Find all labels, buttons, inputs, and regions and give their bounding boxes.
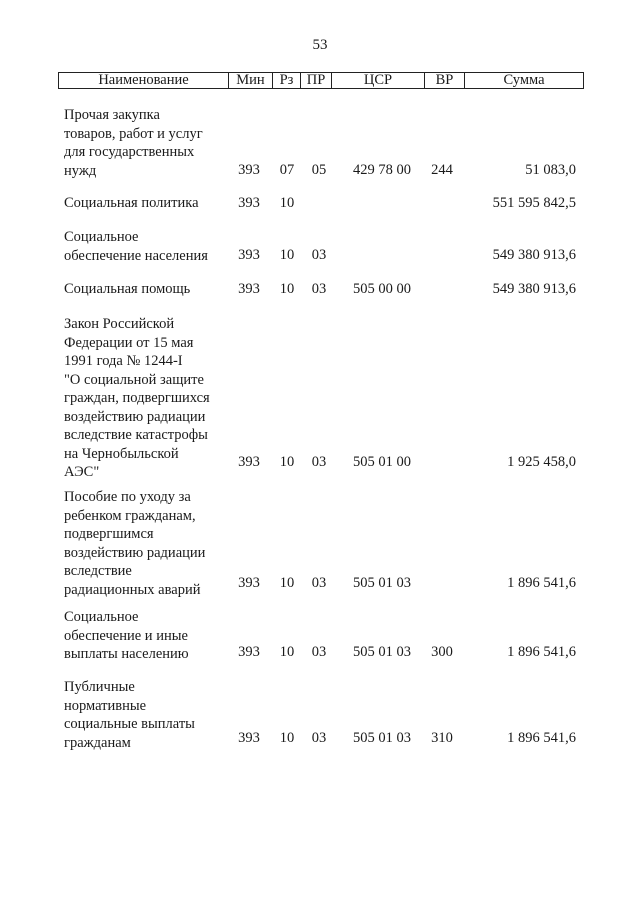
row-vr: 310 — [431, 730, 453, 746]
row-min: 393 — [238, 195, 260, 211]
row-name: Социальная помощь — [64, 281, 191, 297]
row-csr: 429 78 00 — [353, 162, 411, 178]
row-min: 393 — [238, 247, 260, 263]
row-pr: 03 — [311, 644, 327, 660]
row-sum: 1 896 541,6 — [507, 644, 576, 660]
row-pr: 03 — [311, 281, 327, 297]
row-min: 393 — [238, 281, 260, 297]
row-min: 393 — [238, 454, 260, 470]
row-vr: 244 — [431, 162, 453, 178]
row-csr: 505 01 00 — [353, 454, 411, 470]
row-sum: 551 595 842,5 — [492, 195, 576, 211]
row-rz: 10 — [279, 195, 295, 211]
row-vr: 300 — [431, 644, 453, 660]
row-sum: 549 380 913,6 — [492, 247, 576, 263]
row-csr: 505 01 03 — [353, 644, 411, 660]
page-number: 53 — [312, 37, 328, 53]
row-sum: 1 896 541,6 — [507, 730, 576, 746]
row-name: Прочая закупка товаров, работ и услуг для государственных нужд — [64, 107, 203, 179]
column-header-rz: Рз — [272, 73, 300, 88]
row-csr: 505 01 03 — [353, 730, 411, 746]
row-name: Социальная политика — [64, 195, 199, 211]
row-sum: 549 380 913,6 — [492, 281, 576, 297]
row-pr: 03 — [311, 575, 327, 591]
row-csr: 505 00 00 — [353, 281, 411, 297]
column-header-pr: ПР — [300, 73, 331, 88]
row-name: Публичные нормативные социальные выплаты гражданам — [64, 679, 195, 751]
row-rz: 10 — [279, 281, 295, 297]
row-pr: 05 — [311, 162, 327, 178]
row-rz: 10 — [279, 575, 295, 591]
row-min: 393 — [238, 162, 260, 178]
row-sum: 1 925 458,0 — [507, 454, 576, 470]
row-min: 393 — [238, 644, 260, 660]
column-header-vr: ВР — [424, 73, 464, 88]
column-header-min: Мин — [228, 73, 272, 88]
row-rz: 10 — [279, 730, 295, 746]
row-rz: 10 — [279, 644, 295, 660]
row-pr: 03 — [311, 247, 327, 263]
row-name: Социальное обеспечение и иные выплаты населению — [64, 609, 189, 662]
row-pr: 03 — [311, 730, 327, 746]
row-pr: 03 — [311, 454, 327, 470]
row-sum: 51 083,0 — [525, 162, 576, 178]
row-rz: 10 — [279, 247, 295, 263]
column-header-name: Наименование — [98, 72, 189, 88]
column-header-csr: ЦСР — [331, 73, 424, 88]
row-name: Закон Российской Федерации от 15 мая 1991 года № 1244-I "О социальной защите граждан, подвергшихся воздействию радиации вследствие катастрофы на Чернобыльской АЭС" — [64, 316, 210, 480]
row-name: Социальное обеспечение населения — [64, 229, 208, 264]
row-name: Пособие по уходу за ребенком гражданам, подвергшимся воздействию радиации вследствие радиационных аварий — [64, 489, 206, 598]
row-csr: 505 01 03 — [353, 575, 411, 591]
row-rz: 10 — [279, 454, 295, 470]
row-min: 393 — [238, 575, 260, 591]
row-sum: 1 896 541,6 — [507, 575, 576, 591]
table-header — [58, 72, 584, 89]
column-header-sum: Сумма — [464, 73, 583, 88]
row-rz: 07 — [279, 162, 295, 178]
row-min: 393 — [238, 730, 260, 746]
